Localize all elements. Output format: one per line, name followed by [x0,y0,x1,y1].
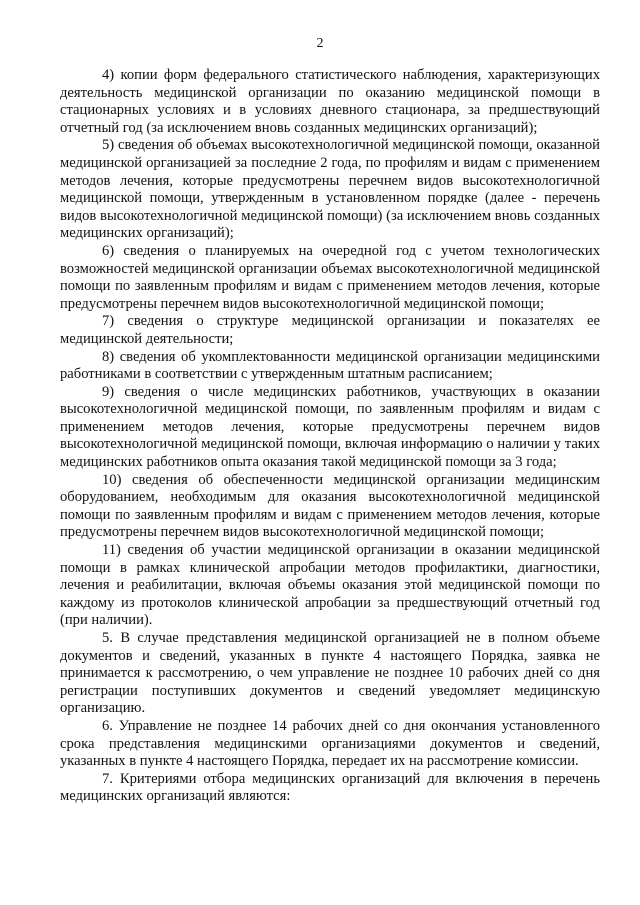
paragraph-clause-7: 7. Критериями отбора медицинских организаций для включения в перечень медицинских организаций являются: [60,770,600,805]
paragraph-item-9: 9) сведения о числе медицинских работников, участвующих в оказании высокотехнологичной медицинской помощи, по заявленным профилям и видам с применением методов лечения, которые предусмотрены перечнем видов высокотехнологичной медицинской помощи, включая информацию о наличии у таких медицинских работников опыта оказания такой медицинской помощи за 3 года; [60,383,600,471]
paragraph-item-8: 8) сведения об укомплектованности медицинской организации медицинскими работниками в соответствии с утвержденным штатным расписанием; [60,348,600,383]
document-body [60,67,600,806]
paragraph-item-4: 4) копии форм федерального статистического наблюдения, характеризующих деятельность медицинской организации по оказанию медицинской помощи в стационарных условиях и в условиях дневного стационара, за предшествующий отчетный год (за исключением вновь созданных медицинских организаций); [60,67,600,136]
paragraph-clause-5: 5. В случае представления медицинской организацией не в полном объеме документов и сведений, указанных в пункте 4 настоящего Порядка, заявка не принимается к рассмотрению, о чем управление не позднее 10 рабочих дней со дня регистрации поступивших документов и сведений уведомляет медицинскую организацию. [60,630,600,717]
paragraph-item-5: 5) сведения об объемах высокотехнологичной медицинской помощи, оказанной медицинской организацией за последние 2 года, по профилям и видам с применением методов лечения, которые предусмотрены перечнем видов высокотехнологичной медицинской помощи, утвержденным в установленном порядке (далее - перечень видов высокотехнологичной медицинской помощи) (за исключением вновь созданных медицинских организаций); [60,137,600,242]
paragraph-item-6: 6) сведения о планируемых на очередной год с учетом технологических возможностей медицинской организации объемах высокотехнологичной медицинской помощи по заявленным профилям и видам с применением методов лечения, которые предусмотрены перечнем видов высокотехнологичной медицинской помощи; [60,242,600,312]
page-number: 2 [316,36,324,51]
paragraph-item-11: 11) сведения об участии медицинской организации в оказании медицинской помощи в рамках клинической апробации методов профилактики, диагностики, лечения и реабилитации, включая объемы оказания этой медицинской помощи по каждому из протоколов клинической апробации за предшествующий отчетный год (при наличии). [60,542,600,629]
paragraph-clause-6: 6. Управление не позднее 14 рабочих дней со дня окончания установленного срока представления медицинскими организациями документов и сведений, указанных в пункте 4 настоящего Порядка, передает их на рассмотрение комиссии. [60,717,600,770]
paragraph-item-10: 10) сведения об обеспеченности медицинской организации медицинским оборудованием, необходимым для оказания высокотехнологичной медицинской помощи по заявленным профилям и видам с применением методов лечения, которые предусмотрены перечнем видов высокотехнологичной медицинской помощи; [60,471,600,541]
paragraph-item-7: 7) сведения о структуре медицинской организации и показателях ее медицинской деятельности; [60,313,600,347]
